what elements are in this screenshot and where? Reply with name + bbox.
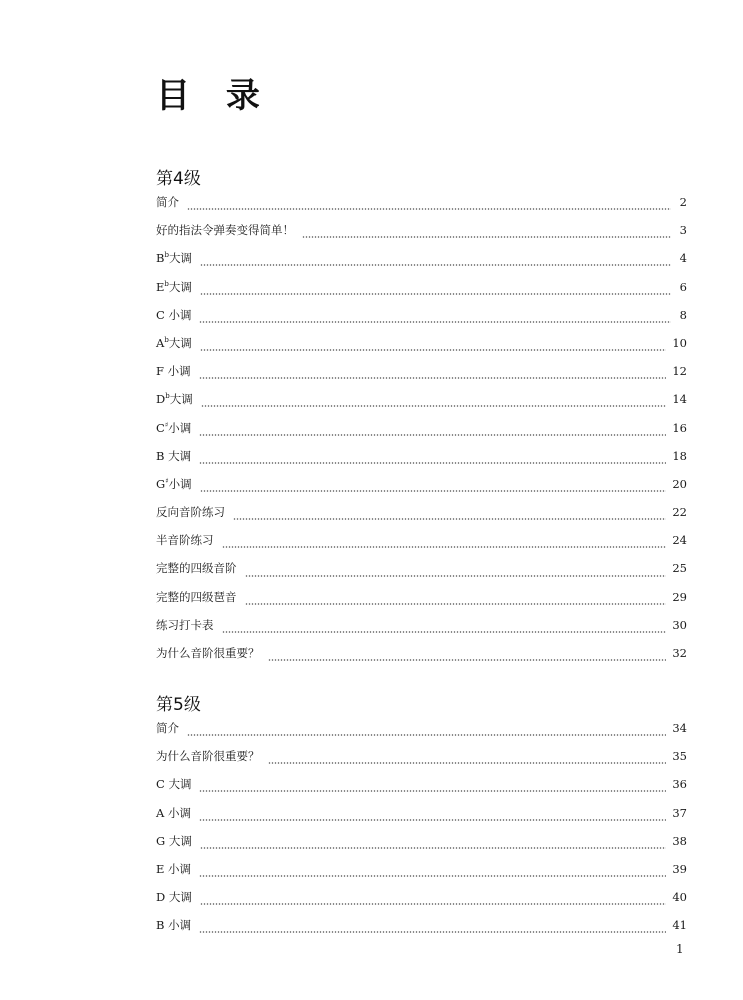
toc-entry-label: [156, 476, 192, 492]
toc-entry[interactable]: [156, 279, 687, 307]
toc-entry-label: C 小调: [156, 307, 192, 322]
toc-entry-label: [156, 391, 193, 407]
accidental-sign: b: [164, 335, 169, 344]
dot-leader: [199, 377, 667, 379]
toc-entry-page-number: 3: [679, 223, 687, 238]
toc-entry-page-number: 38: [672, 833, 687, 848]
dot-leader: [245, 603, 667, 605]
dot-leader: [200, 293, 671, 295]
dot-leader: [222, 546, 667, 548]
toc-entry-page-number: 39: [672, 861, 687, 876]
toc-entry-label: G 大调: [156, 833, 192, 848]
dot-leader: [199, 819, 666, 821]
toc-entry[interactable]: [156, 307, 687, 335]
toc-entry-label: 练习打卡表: [156, 617, 214, 632]
toc-entry-label: A 小调: [156, 805, 191, 820]
key-quality: 小调: [168, 476, 192, 491]
accidental-sign: b: [164, 279, 169, 288]
toc-entry[interactable]: [156, 222, 687, 250]
dot-leader: [302, 236, 671, 238]
toc-entry-page-number: 8: [679, 307, 687, 322]
accidental-sign: b: [164, 251, 169, 260]
toc-entry-page-number: 35: [672, 749, 687, 764]
toc-entry[interactable]: [156, 194, 687, 222]
toc-entry-page-number: 6: [679, 279, 687, 294]
dot-leader: [245, 575, 667, 577]
toc-entry-label: 半音阶练习: [156, 533, 214, 548]
accidental-sign: ♯: [164, 420, 169, 429]
toc-entry-page-number: 32: [672, 646, 687, 660]
toc-entry-page-number: 37: [672, 805, 687, 820]
toc-entry[interactable]: [156, 589, 687, 617]
toc-entry-page-number: 30: [672, 617, 687, 632]
toc-entry-label: E 小调: [156, 861, 192, 876]
toc-entry[interactable]: [156, 504, 687, 532]
toc-entry[interactable]: [156, 748, 687, 776]
toc-entry-page-number: 2: [679, 195, 687, 209]
toc-entry[interactable]: [156, 420, 687, 448]
toc-entry[interactable]: [156, 335, 687, 363]
dot-leader: [199, 434, 666, 436]
section-heading-level-4: 第4级: [156, 169, 201, 189]
dot-leader: [200, 349, 667, 351]
toc-entry-label: 完整的四级音阶: [156, 561, 237, 576]
toc-list-level-5: [156, 720, 687, 946]
accidental-sign: b: [165, 392, 170, 401]
toc-entry-page-number: 20: [672, 476, 687, 491]
toc-entry-page-number: 41: [672, 918, 687, 933]
toc-entry[interactable]: [156, 645, 687, 673]
dot-leader: [222, 631, 667, 633]
dot-leader: [268, 762, 667, 764]
dot-leader: [199, 931, 666, 933]
page-number: 1: [676, 942, 684, 956]
toc-entry[interactable]: [156, 833, 687, 861]
key-letter: G: [156, 476, 166, 491]
accidental-sign: ♯: [165, 476, 169, 485]
page-title: 目 录: [156, 76, 272, 116]
toc-entry-page-number: 25: [672, 561, 687, 576]
toc-entry[interactable]: [156, 889, 687, 917]
key-letter: A: [156, 335, 165, 350]
key-quality: 大调: [168, 279, 192, 294]
toc-entry[interactable]: [156, 250, 687, 278]
section-heading-level-5: 第5级: [156, 695, 201, 715]
toc-entry-label: 完整的四级琶音: [156, 589, 237, 604]
toc-entry-label: 简介: [156, 195, 179, 209]
toc-entry-label: 为什么音阶很重要？: [156, 749, 260, 764]
key-quality: 小调: [168, 420, 192, 435]
dot-leader: [199, 321, 671, 323]
toc-entry-page-number: 24: [672, 533, 687, 548]
key-quality: 大调: [168, 335, 192, 350]
toc-entry-page-number: 40: [672, 890, 687, 905]
toc-entry[interactable]: [156, 917, 687, 945]
toc-entry-label: 为什么音阶很重要？: [156, 646, 260, 660]
toc-entry-page-number: 18: [672, 448, 687, 463]
dot-leader: [199, 462, 666, 464]
toc-entry[interactable]: [156, 532, 687, 560]
toc-entry-label: D 大调: [156, 890, 192, 905]
toc-entry-label: B 大调: [156, 448, 192, 463]
toc-entry-label: B 小调: [156, 918, 192, 933]
dot-leader: [200, 847, 667, 849]
toc-entry-page-number: 4: [679, 251, 687, 266]
key-quality: 大调: [169, 392, 193, 407]
dot-leader: [201, 405, 667, 407]
toc-entry-label: F 小调: [156, 364, 191, 379]
toc-entry-page-number: 34: [672, 721, 687, 735]
toc-entry-page-number: 14: [672, 392, 687, 407]
dot-leader: [199, 790, 666, 792]
toc-entry[interactable]: [156, 805, 687, 833]
toc-entry-page-number: 16: [672, 420, 687, 435]
toc-entry-page-number: 10: [672, 335, 687, 350]
dot-leader: [268, 659, 667, 661]
key-letter: E: [156, 279, 165, 294]
dot-leader: [200, 903, 666, 905]
dot-leader: [187, 734, 666, 736]
toc-entry-page-number: 22: [672, 505, 687, 520]
toc-entry-page-number: 29: [672, 589, 687, 604]
toc-entry[interactable]: [156, 776, 687, 804]
toc-entry-label: [156, 335, 192, 351]
key-letter: D: [156, 392, 166, 407]
toc-entry-label: 反向音阶练习: [156, 505, 225, 520]
toc-entry-label: [156, 279, 192, 295]
dot-leader: [199, 875, 666, 877]
dot-leader: [187, 208, 671, 210]
toc-entry[interactable]: [156, 391, 687, 419]
toc-entry[interactable]: [156, 560, 687, 588]
key-letter: B: [156, 251, 165, 266]
dot-leader: [200, 490, 667, 492]
toc-entry-label: [156, 420, 191, 436]
toc-entry-label: C 大调: [156, 777, 192, 792]
toc-entry[interactable]: [156, 476, 687, 504]
toc-entry-page-number: 12: [672, 364, 687, 379]
key-quality: 大调: [168, 251, 192, 266]
dot-leader: [200, 264, 671, 266]
dot-leader: [233, 518, 666, 520]
toc-entry[interactable]: [156, 720, 687, 748]
toc-entry-label: 好的指法令弹奏变得简单！: [156, 223, 294, 238]
toc-entry-page-number: 36: [672, 777, 687, 792]
toc-entry[interactable]: [156, 617, 687, 645]
key-letter: C: [156, 420, 165, 435]
toc-entry[interactable]: [156, 861, 687, 889]
toc-entry-label: [156, 250, 192, 266]
toc-list-level-4: [156, 194, 687, 673]
toc-entry[interactable]: [156, 363, 687, 391]
toc-entry-label: 简介: [156, 721, 179, 735]
toc-entry[interactable]: [156, 448, 687, 476]
